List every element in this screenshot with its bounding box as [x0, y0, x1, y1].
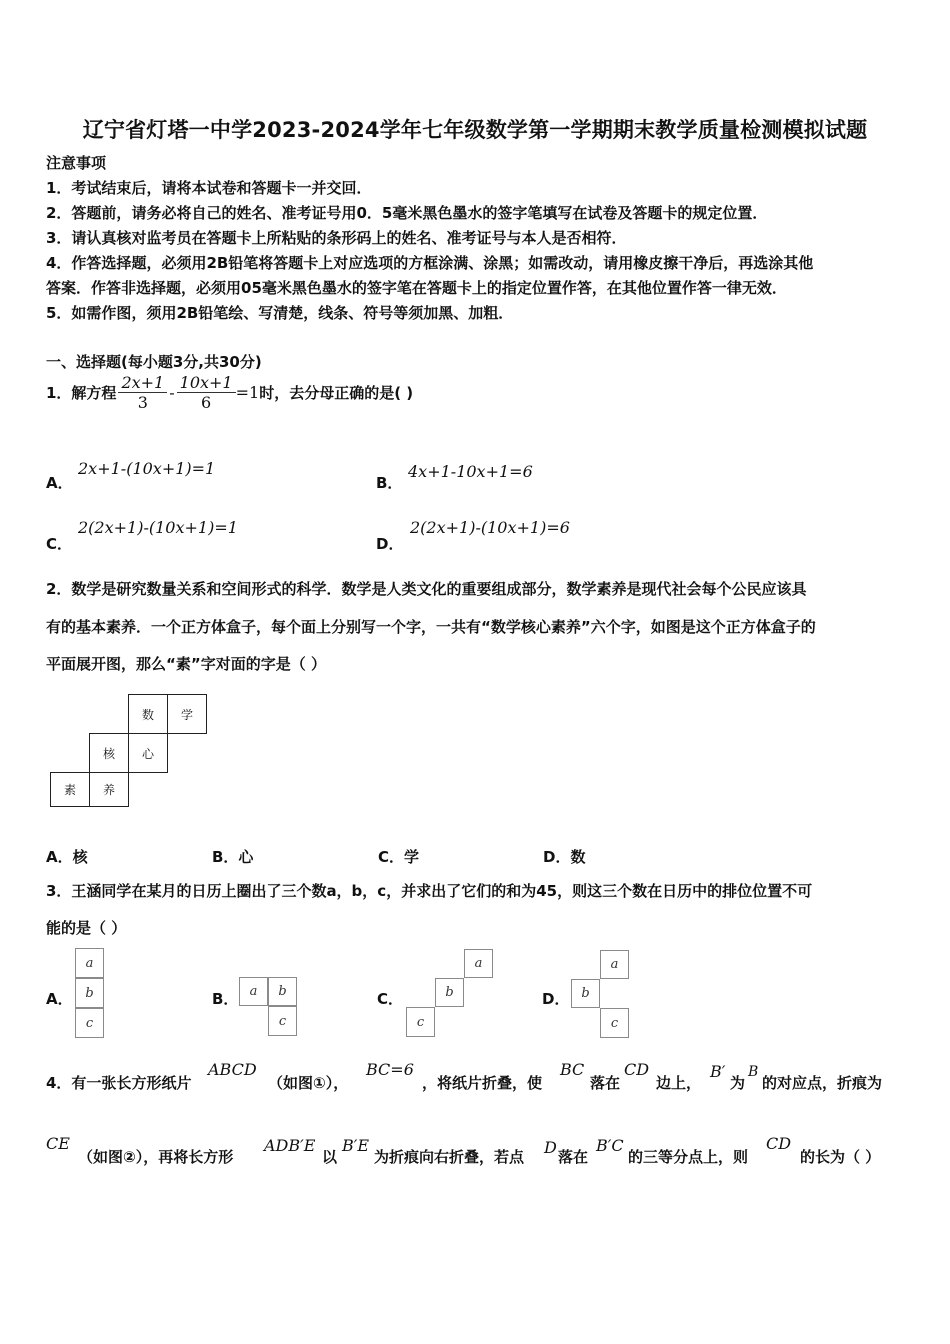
calendar-cell: a: [239, 977, 268, 1006]
q1-prefix: 1．解方程: [46, 384, 117, 402]
net-cell: 养: [89, 772, 129, 807]
q1-option-d-label: D．: [376, 535, 404, 553]
calendar-cell: b: [435, 978, 464, 1007]
q1-option-b-expr: 4x+1-10x+1=6: [408, 462, 533, 481]
q1-option-a-label: A．: [46, 474, 73, 492]
q1-fraction-1: [118, 373, 167, 412]
notice-item: 2．答题前，请务必将自己的姓名、准考证号用0．5毫米黑色墨水的签字笔填写在试卷及答题卡的规定位置．: [46, 204, 768, 222]
calendar-cell: a: [464, 949, 493, 978]
net-cell: 核: [89, 733, 129, 773]
notice-heading: 注意事项: [46, 154, 107, 172]
q2-option-c: C．学: [378, 848, 420, 866]
net-cell: 素: [50, 772, 90, 807]
q4-math: CE: [46, 1134, 70, 1153]
q4-text: 落在: [590, 1074, 621, 1092]
q1-f1-denominator: 3: [137, 393, 148, 412]
q4-text: 4．有一张长方形纸片: [46, 1074, 192, 1092]
q3-option-c-label: C．: [377, 990, 404, 1008]
notice-item: 1．考试结束后，请将本试卷和答题卡一并交回．: [46, 179, 372, 197]
q4-text: 为: [730, 1074, 746, 1092]
q1-equals: =1: [235, 383, 260, 402]
question-1: [46, 373, 413, 412]
calendar-cell: c: [75, 1008, 104, 1038]
calendar-cell: a: [600, 950, 629, 979]
q1-fraction-2: [177, 373, 236, 412]
q3-line: 能的是（ ）: [46, 919, 127, 937]
calendar-cell: c: [600, 1008, 629, 1038]
q1-suffix: 时，去分母正确的是( ): [259, 384, 414, 402]
q2-option-a: A．核: [46, 848, 88, 866]
q1-f2-denominator: 6: [201, 393, 212, 412]
q2-option-d: D．数: [543, 848, 586, 866]
q4-math: BC=6: [366, 1060, 414, 1079]
q4-math: ADB′E: [264, 1136, 316, 1155]
q1-f2-numerator: 10x+1: [177, 373, 236, 393]
calendar-cell: b: [571, 979, 600, 1008]
q2-line: 2．数学是研究数量关系和空间形式的科学．数学是人类文化的重要组成部分，数学素养是现代社会每个公民应该具: [46, 580, 807, 598]
q4-text: 边上，: [656, 1074, 702, 1092]
notice-item: 3．请认真核对监考员在答题卡上所粘贴的条形码上的姓名、准考证号与本人是否相符．: [46, 229, 627, 247]
q2-line: 平面展开图，那么“素”字对面的字是（ ）: [46, 655, 326, 673]
q2-option-b: B．心: [212, 848, 254, 866]
q3-line: 3．王涵同学在某月的日历上圈出了三个数a，b，c，并求出了它们的和为45，则这三个数在日历中的排位位置不可: [46, 882, 813, 900]
q4-math: CD: [766, 1134, 792, 1153]
q4-text: 的长为（ ）: [800, 1148, 881, 1166]
section-heading: 一、选择题(每小题3分,共30分): [46, 353, 262, 371]
net-cell: 心: [128, 733, 168, 773]
q1-option-c-expr: 2(2x+1)-(10x+1)=1: [78, 518, 238, 537]
notice-item: 答案．作答非选择题，必须用05毫米黑色墨水的签字笔在答题卡上的指定位置作答，在其他位置作答一律无效．: [46, 279, 787, 297]
q4-text: （如图②），再将长方形: [78, 1148, 234, 1166]
q4-text: 以: [322, 1148, 338, 1166]
net-cell: 数: [128, 694, 168, 734]
calendar-cell: b: [268, 977, 297, 1006]
q3-option-a-label: A．: [46, 990, 73, 1008]
q4-math: B′E: [342, 1136, 370, 1155]
q4-text: 落在: [558, 1148, 589, 1166]
q4-math: D: [544, 1138, 557, 1157]
q1-f1-numerator: 2x+1: [118, 373, 167, 393]
notice-item: 5．如需作图，须用2B铅笔绘、写清楚，线条、符号等须加黑、加粗．: [46, 304, 514, 322]
q1-option-d-expr: 2(2x+1)-(10x+1)=6: [410, 518, 570, 537]
q4-math: CD: [624, 1060, 650, 1079]
q1-option-a-expr: 2x+1-(10x+1)=1: [78, 459, 216, 478]
q3-option-b-label: B．: [212, 990, 239, 1008]
calendar-cell: b: [75, 978, 104, 1008]
q4-text: 的对应点，折痕为: [762, 1074, 883, 1092]
q4-math: B′C: [596, 1136, 624, 1155]
q4-math: B: [748, 1064, 759, 1080]
q4-math: ABCD: [208, 1060, 257, 1079]
q2-line: 有的基本素养．一个正方体盒子，每个面上分别写一个字，一共有“数学核心素养”六个字，如图是这个正方体盒子的: [46, 618, 816, 636]
calendar-cell: c: [406, 1007, 435, 1037]
notice-item: 4．作答选择题，必须用2B铅笔将答题卡上对应选项的方框涂满、涂黑；如需改动，请用橡皮擦干净后，再选涂其他: [46, 254, 814, 272]
q1-option-c-label: C．: [46, 535, 73, 553]
page-title: 辽宁省灯塔一中学2023-2024学年七年级数学第一学期期末教学质量检测模拟试题: [82, 118, 868, 142]
q4-text: 的三等分点上，则: [628, 1148, 749, 1166]
q1-option-b-label: B．: [376, 474, 403, 492]
q3-option-d-label: D．: [542, 990, 570, 1008]
calendar-cell: a: [75, 948, 104, 978]
q4-math: B′: [710, 1062, 726, 1081]
q4-text: ，将纸片折叠，使: [422, 1074, 543, 1092]
q1-minus: -: [169, 383, 175, 402]
q4-text: （如图①），: [268, 1074, 349, 1092]
q4-text: 为折痕向右折叠，若点: [374, 1148, 525, 1166]
q4-math: BC: [560, 1060, 585, 1079]
net-cell: 学: [167, 694, 207, 734]
calendar-cell: c: [268, 1006, 297, 1036]
